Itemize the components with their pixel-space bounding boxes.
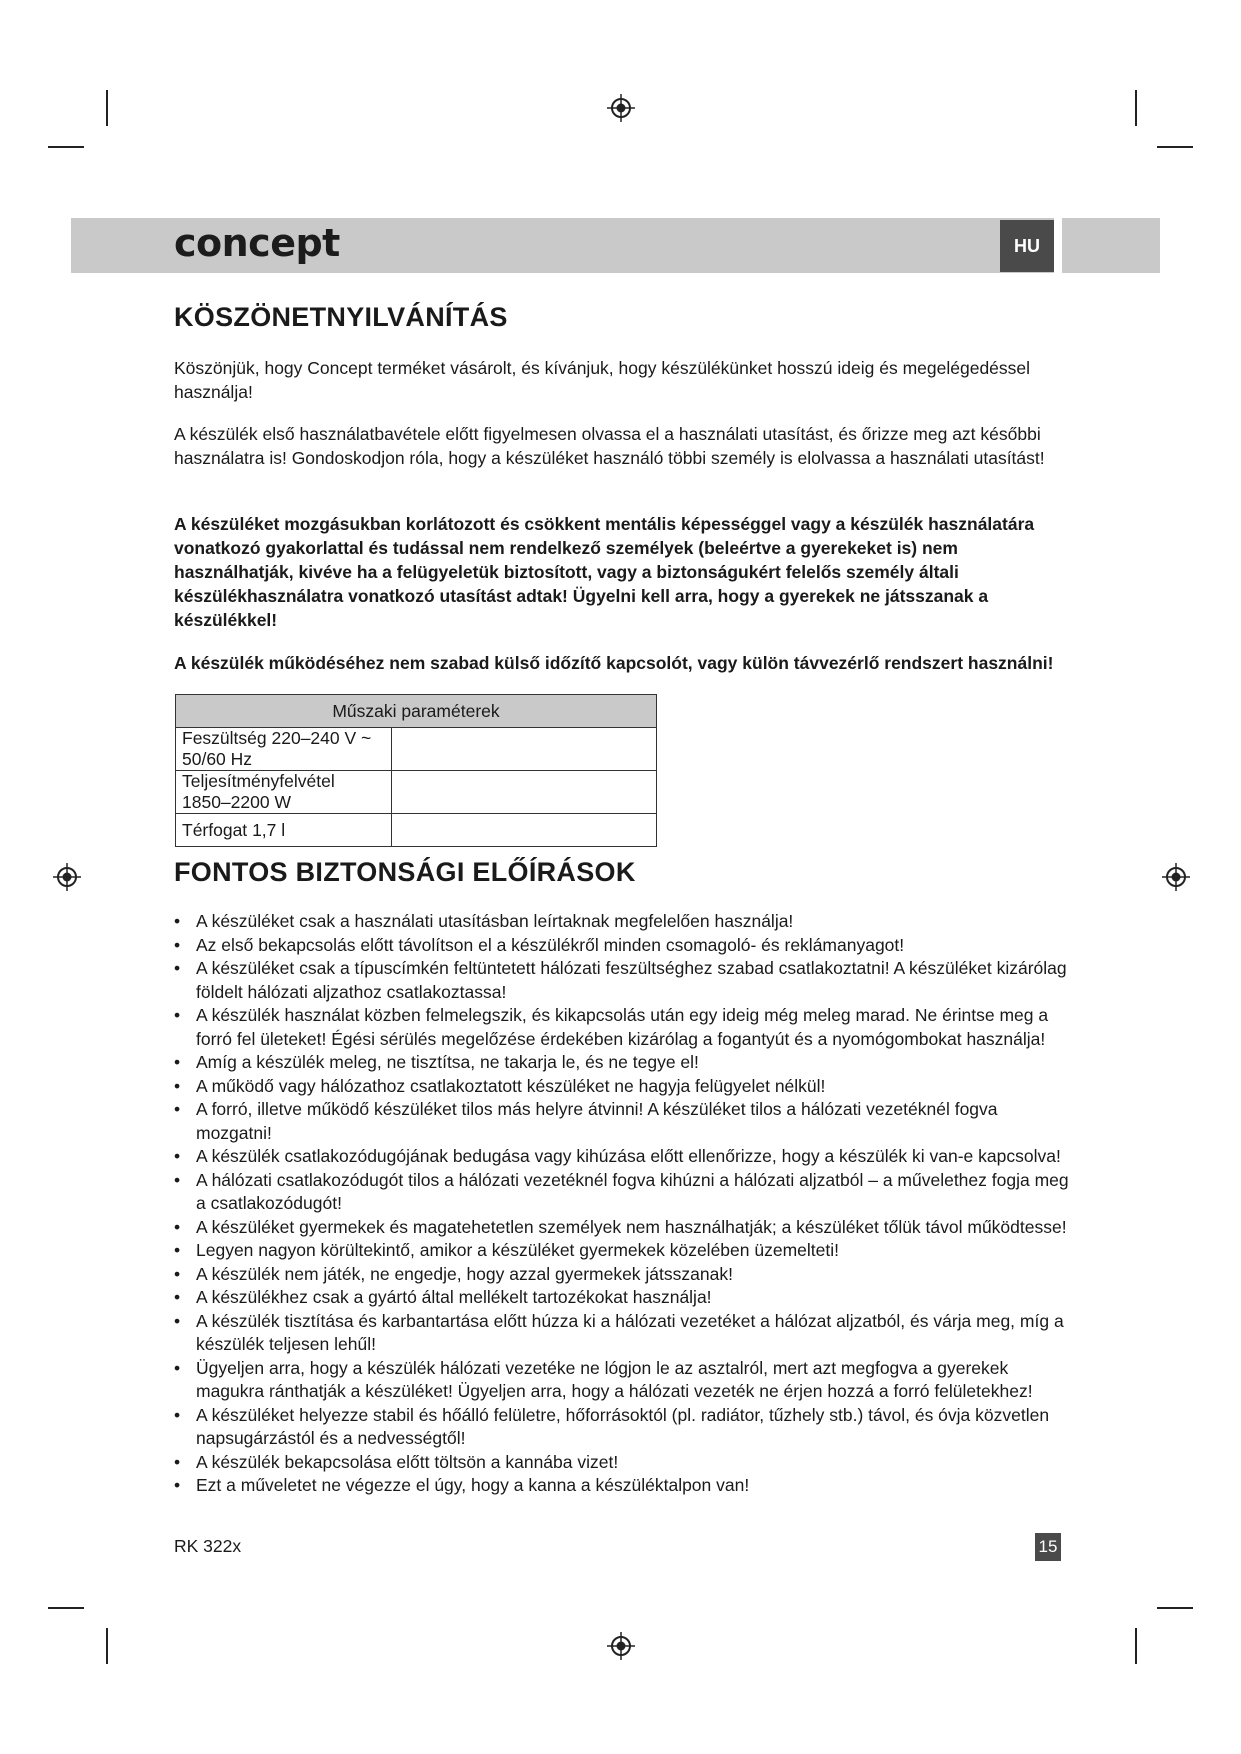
- paragraph-warning-persons: A készüléket mozgásukban korlátozott és csökkent mentális képességgel vagy a készülék használatára vonatkozó gyakorlattal és tudással nem rendelkező személyek (beleértve a gyerekeket is) nem használhatják, kivéve ha a felügyeletük biztosított, vagy a biztonságukért felelős személy általi készülékhasználatra vonatkozó utasítást adtak! Ügyelni kell arra, hogy a gyerekek ne játsszanak a készülékkel!: [174, 514, 1035, 630]
- list-item: • Legyen nagyon körültekintő, amikor a készüléket gyermekek közelében üzemelteti!: [174, 1239, 1074, 1263]
- table-row: [176, 728, 657, 771]
- spec-value: 1850–2200 W: [182, 792, 291, 812]
- spec-cell-right: [392, 728, 657, 771]
- list-item: • Ügyeljen arra, hogy a készülék hálózati vezetéke ne lógjon le az asztalról, mert azt megfogva a gyerekek magukra ránthatják a készüléket! Ügyeljen arra, hogy a hálózati vezeték ne érjen hozzá a forró felületekhez!: [174, 1357, 1074, 1404]
- table-row: [176, 814, 657, 847]
- list-item: • A készüléket csak a típuscímkén feltüntetett hálózati feszültséghez szabad csatlakoztatni! A készüléket kizárólag földelt hálózati aljzathoz csatlakoztassa!: [174, 957, 1074, 1004]
- registration-mark-icon: [606, 93, 636, 123]
- specs-header-row: [176, 695, 657, 728]
- registration-mark-icon: [606, 1631, 636, 1661]
- list-item: • Amíg a készülék meleg, ne tisztítsa, ne takarja le, és ne tegye el!: [174, 1051, 1074, 1075]
- spec-cell-right: [392, 814, 657, 847]
- specs-table: [175, 694, 657, 847]
- safety-list: [174, 910, 1074, 1498]
- crop-mark: [106, 90, 108, 126]
- spec-cell-left: [176, 728, 392, 771]
- list-item: • Ezt a műveletet ne végezze el úgy, hogy a kanna a készüléktalpon van!: [174, 1474, 1074, 1498]
- spec-label: Feszültség: [182, 728, 267, 748]
- registration-mark-icon: [52, 862, 82, 892]
- spec-value: 1,7 l: [252, 819, 286, 840]
- section-title-thanks: KÖSZÖNETNYILVÁNÍTÁS: [174, 302, 508, 332]
- spec-cell-right: [392, 771, 657, 814]
- crop-mark: [1157, 1607, 1193, 1609]
- list-item: • A készülék bekapcsolása előtt töltsön a kannába vizet!: [174, 1451, 1074, 1475]
- section-title-safety: FONTOS BIZTONSÁGI ELŐÍRÁSOK: [174, 857, 636, 887]
- list-item: • A forró, illetve működő készüléket tilos más helyre átvinni! A készüléket tilos a hálózati vezetéknél fogva mozgatni!: [174, 1098, 1074, 1145]
- crop-mark: [106, 1628, 108, 1664]
- crop-mark: [48, 146, 84, 148]
- paragraph-warning-timer: A készülék működéséhez nem szabad külső időzítő kapcsolót, vagy külön távvezérlő rendszert használni!: [174, 653, 1054, 673]
- spec-cell-left: [176, 771, 392, 814]
- crop-mark: [48, 1607, 84, 1609]
- list-item: • A működő vagy hálózathoz csatlakoztatott készüléket ne hagyja felügyelet nélkül!: [174, 1075, 1074, 1099]
- list-item: • A készülékhez csak a gyártó által mellékelt tartozékokat használja!: [174, 1286, 1074, 1310]
- specs-header: Műszaki paraméterek: [176, 695, 657, 728]
- spec-value: 220–240 V ~ 50/60 Hz: [182, 728, 372, 769]
- list-item: • A készülék használat közben felmelegszik, és kikapcsolás után egy ideig még meleg marad. Ne érintse meg a forró fel ületeket! Égési sérülés megelőzése érdekében kizárólag a fogantyút és a nyomógombokat használja!: [174, 1004, 1074, 1051]
- crop-mark: [1135, 90, 1137, 126]
- language-badge: HU: [1000, 220, 1054, 272]
- registration-mark-icon: [1161, 862, 1191, 892]
- page-number: 15: [1035, 1533, 1061, 1561]
- spec-cell-left: [176, 814, 392, 847]
- list-item: • A készüléket csak a használati utasításban leírtaknak megfelelően használja!: [174, 910, 1074, 934]
- list-item: • Az első bekapcsolás előtt távolítson el a készülékről minden csomagoló- és reklámanyagot!: [174, 934, 1074, 958]
- list-item: • A készülék nem játék, ne engedje, hogy azzal gyermekek játsszanak!: [174, 1263, 1074, 1287]
- crop-mark: [1157, 146, 1193, 148]
- header-gap: [1054, 218, 1062, 273]
- paragraph-thanks: Köszönjük, hogy Concept terméket vásárolt, és kívánjuk, hogy készülékünket hosszú ideig és megelégedéssel használja!: [174, 358, 1031, 402]
- crop-mark: [1135, 1628, 1137, 1664]
- brand-logo: concept: [174, 221, 340, 265]
- footer-model: RK 322x: [174, 1536, 242, 1556]
- list-item: • A hálózati csatlakozódugót tilos a hálózati vezetéknél fogva kihúzni a hálózati aljzatból – a művelethez fogja meg a csatlakozódugót!: [174, 1169, 1074, 1216]
- list-item: • A készülék csatlakozódugójának bedugása vagy kihúzása előtt ellenőrizze, hogy a készülék ki van-e kapcsolva!: [174, 1145, 1074, 1169]
- list-item: • A készülék tisztítása és karbantartása előtt húzza ki a hálózati vezetéket a hálózat aljzatból, és várja meg, míg a készülék teljesen lehűl!: [174, 1310, 1074, 1357]
- table-row: [176, 771, 657, 814]
- spec-label: Térfogat: [182, 819, 248, 840]
- list-item: • A készüléket helyezze stabil és hőálló felületre, hőforrásoktól (pl. radiátor, tűzhely stb.) távol, és óvja közvetlen napsugárzástól és a nedvességtől!: [174, 1404, 1074, 1451]
- list-item: • A készüléket gyermekek és magatehetetlen személyek nem használhatják; a készüléket tőlük távol működtesse!: [174, 1216, 1074, 1240]
- spec-label: Teljesítményfelvétel: [182, 771, 335, 791]
- paragraph-instructions: A készülék első használatbavétele előtt figyelmesen olvassa el a használati utasítást, és őrizze meg azt későbbi használatra is! Gondoskodjon róla, hogy a készüléket használó többi személy is elolvassa a használati utasítást!: [174, 424, 1045, 468]
